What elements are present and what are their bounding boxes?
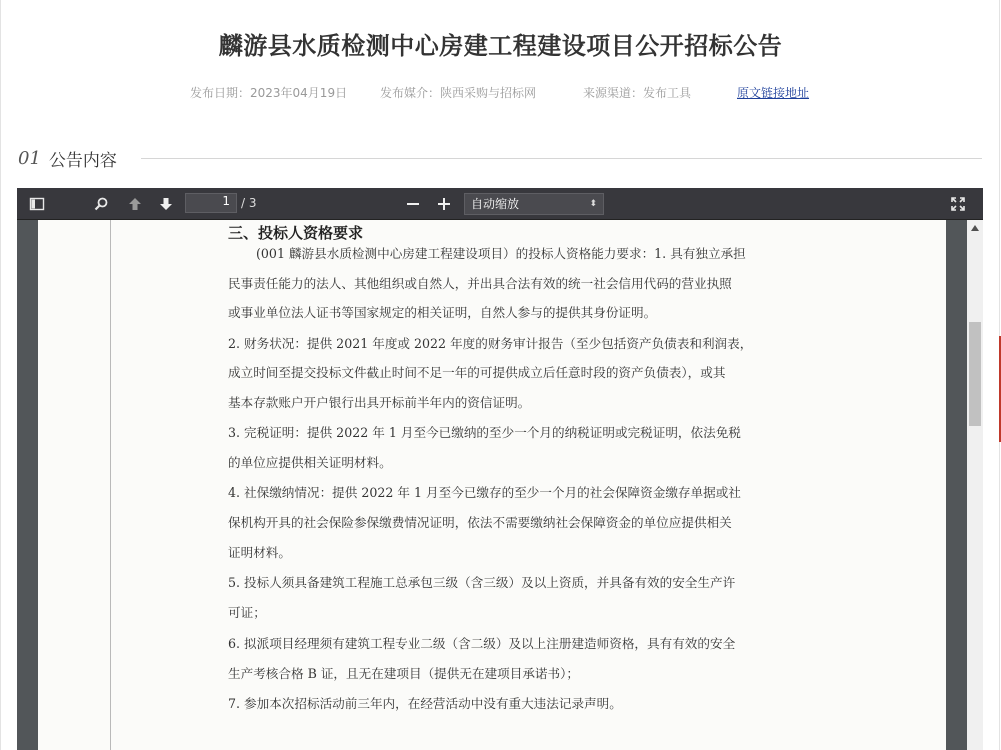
publish-date: 发布日期：2023年04月19日	[190, 86, 348, 100]
pdf-page	[38, 220, 946, 750]
doc-text-line: 2. 财务状况：提供 2021 年度或 2022 年度的财务审计报告（至少包括资产负债表和利润表，	[228, 336, 753, 351]
section-divider	[141, 158, 982, 159]
sidebar-toggle-icon[interactable]	[25, 192, 49, 216]
publish-media: 发布媒介：陕西采购与招标网	[380, 86, 537, 100]
pdf-viewer	[17, 188, 983, 750]
doc-text-line: 基本存款账户开户银行出具开标前半年内的资信证明。	[228, 395, 531, 410]
zoom-select[interactable]	[464, 193, 604, 215]
section-label: 公告内容	[48, 150, 117, 171]
doc-text-line: 6. 拟派项目经理须有建筑工程专业二级（含二级）及以上注册建造师资格，具有有效的安全	[228, 636, 736, 651]
doc-text-line: 5. 投标人须具备建筑工程施工总承包三级（含三级）及以上资质，并具备有效的安全生产许	[228, 575, 736, 590]
doc-text-line: 成立时间至提交投标文件截止时间不足一年的可提供成立后任意时段的资产负债表），或其	[228, 365, 726, 380]
section-number: 01	[18, 147, 41, 169]
doc-text-line: (001 麟游县水质检测中心房建工程建设项目）的投标人资格能力要求：1. 具有独立承担	[256, 246, 746, 261]
pdf-toolbar	[17, 188, 983, 220]
doc-text-line: 或事业单位法人证书等国家规定的相关证明，自然人参与的提供其身份证明。	[228, 305, 657, 320]
doc-text-line: 7. 参加本次招标活动前三年内，在经营活动中没有重大违法记录声明。	[228, 696, 622, 711]
scrollbar-thumb[interactable]	[969, 322, 981, 426]
zoom-in-icon[interactable]	[432, 192, 456, 216]
doc-text-line: 可证；	[228, 605, 266, 620]
doc-text-line: 3. 完税证明：提供 2022 年 1 月至今已缴纳的至少一个月的纳税证明或完税证明，依法免税	[228, 425, 741, 440]
chevron-updown-icon: ⬍	[589, 199, 597, 209]
page-margin-line	[110, 220, 111, 750]
arrow-up-icon[interactable]	[123, 192, 147, 216]
original-link[interactable]: 原文链接地址	[737, 86, 810, 100]
doc-text-line: 保机构开具的社会保险参保缴费情况证明，依法不需要缴纳社会保障资金的单位应提供相关	[228, 515, 732, 530]
doc-text-line: 生产考核合格 B 证，且无在建项目（提供无在建项目承诺书）；	[228, 666, 579, 681]
zoom-out-icon[interactable]	[401, 192, 425, 216]
doc-heading: 三、投标人资格要求	[228, 224, 364, 242]
doc-text-line: 的单位应提供相关证明材料。	[228, 455, 392, 470]
source-channel: 来源渠道：发布工具	[583, 86, 692, 100]
page-number-input[interactable]: 1	[185, 193, 237, 213]
pdf-document-area[interactable]	[17, 220, 967, 750]
doc-text-line: 4. 社保缴纳情况：提供 2022 年 1 月至今已缴存的至少一个月的社会保障资金缴存单据或社	[228, 485, 741, 500]
vertical-scrollbar[interactable]	[967, 220, 983, 750]
page-total: / 3	[241, 196, 257, 210]
doc-text-line: 民事责任能力的法人、其他组织或自然人，并出具合法有效的统一社会信用代码的营业执照	[228, 276, 732, 291]
fullscreen-icon[interactable]	[946, 192, 970, 216]
section-header	[18, 145, 982, 171]
zoom-select-value: 自动缩放	[471, 197, 520, 211]
scroll-up-icon[interactable]	[967, 220, 983, 236]
arrow-down-icon[interactable]	[154, 192, 178, 216]
search-icon[interactable]	[89, 192, 113, 216]
doc-text-line: 证明材料。	[228, 545, 291, 560]
page-title: 麟游县水质检测中心房建工程建设项目公开招标公告	[218, 32, 783, 60]
